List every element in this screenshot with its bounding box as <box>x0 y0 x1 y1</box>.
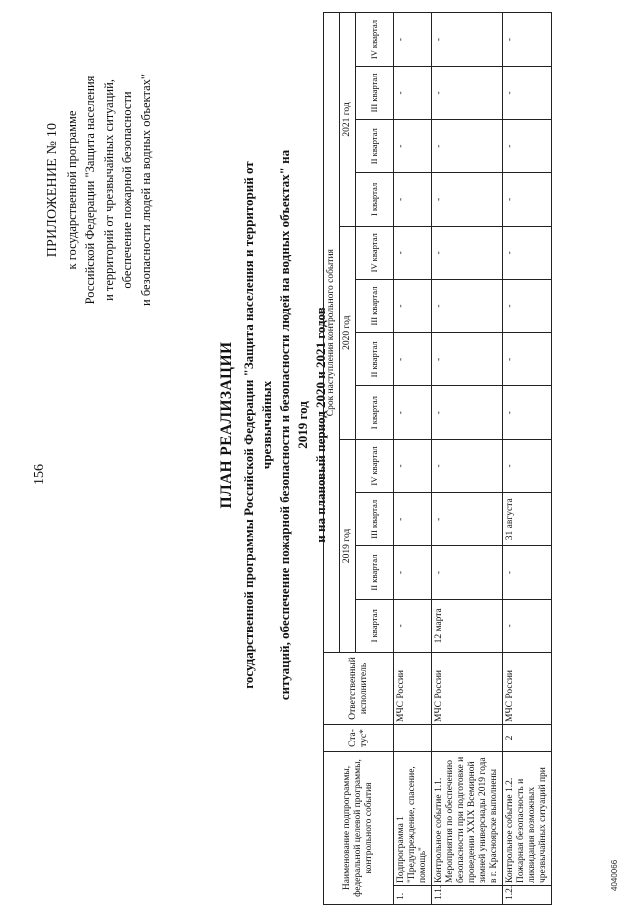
deadline-cell: - <box>394 333 432 386</box>
header-quarter: III квартал <box>356 493 394 546</box>
document-code: 4040066 <box>610 859 619 891</box>
deadline-cell: - <box>503 66 552 119</box>
header-quarter: IV квартал <box>356 226 394 279</box>
appendix-header <box>44 20 155 360</box>
plan-table <box>323 12 552 905</box>
row-number: 1.2. <box>503 886 552 905</box>
deadline-cell: - <box>394 546 432 599</box>
deadline-cell: - <box>432 333 503 386</box>
row-executor: МЧС России <box>394 652 432 724</box>
header-year: 2019 год <box>340 439 356 652</box>
deadline-cell: - <box>432 439 503 492</box>
plan-title: ПЛАН РЕАЛИЗАЦИИ <box>218 341 235 509</box>
deadline-cell: 31 августа <box>503 493 552 546</box>
deadline-cell: - <box>394 226 432 279</box>
deadline-cell: - <box>394 173 432 226</box>
deadline-cell: - <box>394 493 432 546</box>
deadline-cell: - <box>503 173 552 226</box>
deadline-cell: - <box>503 333 552 386</box>
header-quarter: II квартал <box>356 120 394 173</box>
table-row <box>503 13 552 905</box>
deadline-cell: - <box>432 493 503 546</box>
appendix-line: и территорий от чрезвычайных ситуаций, <box>101 79 116 301</box>
deadline-cell: - <box>503 120 552 173</box>
table-row <box>394 13 432 905</box>
deadline-cell: - <box>432 279 503 332</box>
deadline-cell: - <box>503 439 552 492</box>
deadline-cell: - <box>432 173 503 226</box>
deadline-cell: - <box>432 226 503 279</box>
header-quarter: I квартал <box>356 173 394 226</box>
header-name: Наименование подпрограммы, федеральной целевой программы, контрольного события <box>324 751 394 904</box>
plan-subtitle-line: ситуаций, обеспечение пожарной безопасности и безопасности людей на водных объектах" на 2019 год <box>277 149 310 701</box>
header-executor: Ответственный исполнитель <box>324 652 394 724</box>
page-number: 156 <box>32 464 47 485</box>
deadline-cell: - <box>394 279 432 332</box>
header-quarter: IV квартал <box>356 439 394 492</box>
deadline-cell: - <box>503 546 552 599</box>
row-number: 1.1. <box>432 886 503 905</box>
deadline-cell: - <box>432 386 503 439</box>
plan-subtitle-line: государственной программы Российской Федерации "Защита населения и территорий от чрезвычайных <box>241 161 274 689</box>
deadline-cell: - <box>394 439 432 492</box>
plan-subtitle-line: и на плановый период 2020 и 2021 годов <box>313 307 328 543</box>
header-quarter: III квартал <box>356 279 394 332</box>
header-status: Ста-тус* <box>324 724 394 751</box>
deadline-cell: - <box>394 66 432 119</box>
appendix-line: обеспечение пожарной безопасности <box>120 91 134 289</box>
row-name: Контрольное событие 1.2. Пожарная безопасность и ликвидация возможных чрезвычайных ситуаций при <box>503 751 552 885</box>
header-quarter: I квартал <box>356 386 394 439</box>
deadline-cell: - <box>503 386 552 439</box>
deadline-cell: 12 марта <box>432 599 503 652</box>
row-status <box>394 724 432 751</box>
plan-title-block <box>218 145 330 705</box>
deadline-cell: - <box>503 599 552 652</box>
row-status <box>432 724 503 751</box>
header-quarter: II квартал <box>356 333 394 386</box>
deadline-cell: - <box>394 386 432 439</box>
row-status: 2 <box>503 724 552 751</box>
appendix-line: Российской Федерации "Защита населения <box>83 75 97 305</box>
row-name: Контрольное событие 1.1. Мероприятия по обеспечению безопасности при подготовке и проведении XXIX Всемирной зимней универсиады 2019 года в г. Красноярске выполнены <box>432 751 503 885</box>
header-deadline: Срок наступления контрольного события <box>324 13 340 653</box>
deadline-cell: - <box>432 13 503 66</box>
appendix-line: и безопасности людей на водных объектах" <box>138 74 153 306</box>
deadline-cell: - <box>432 120 503 173</box>
deadline-cell: - <box>394 599 432 652</box>
header-quarter: II квартал <box>356 546 394 599</box>
deadline-cell: - <box>432 66 503 119</box>
deadline-cell: - <box>394 120 432 173</box>
appendix-line: к государственной программе <box>64 110 79 270</box>
table-body <box>394 13 552 905</box>
row-number: 1. <box>394 886 432 905</box>
deadline-cell: - <box>394 13 432 66</box>
header-quarter: III квартал <box>356 66 394 119</box>
row-executor: МЧС России <box>432 652 503 724</box>
deadline-cell: - <box>503 279 552 332</box>
deadline-cell: - <box>503 13 552 66</box>
row-executor: МЧС России <box>503 652 552 724</box>
deadline-cell: - <box>503 226 552 279</box>
header-quarter: I квартал <box>356 599 394 652</box>
deadline-cell: - <box>432 546 503 599</box>
header-quarter: IV квартал <box>356 13 394 66</box>
row-name: Подпрограмма 1 "Предупреждение, спасение, помощь" <box>394 751 432 885</box>
header-year: 2020 год <box>340 226 356 439</box>
appendix-title: ПРИЛОЖЕНИЕ № 10 <box>45 122 60 258</box>
header-year: 2021 год <box>340 13 356 226</box>
table-row <box>432 13 503 905</box>
